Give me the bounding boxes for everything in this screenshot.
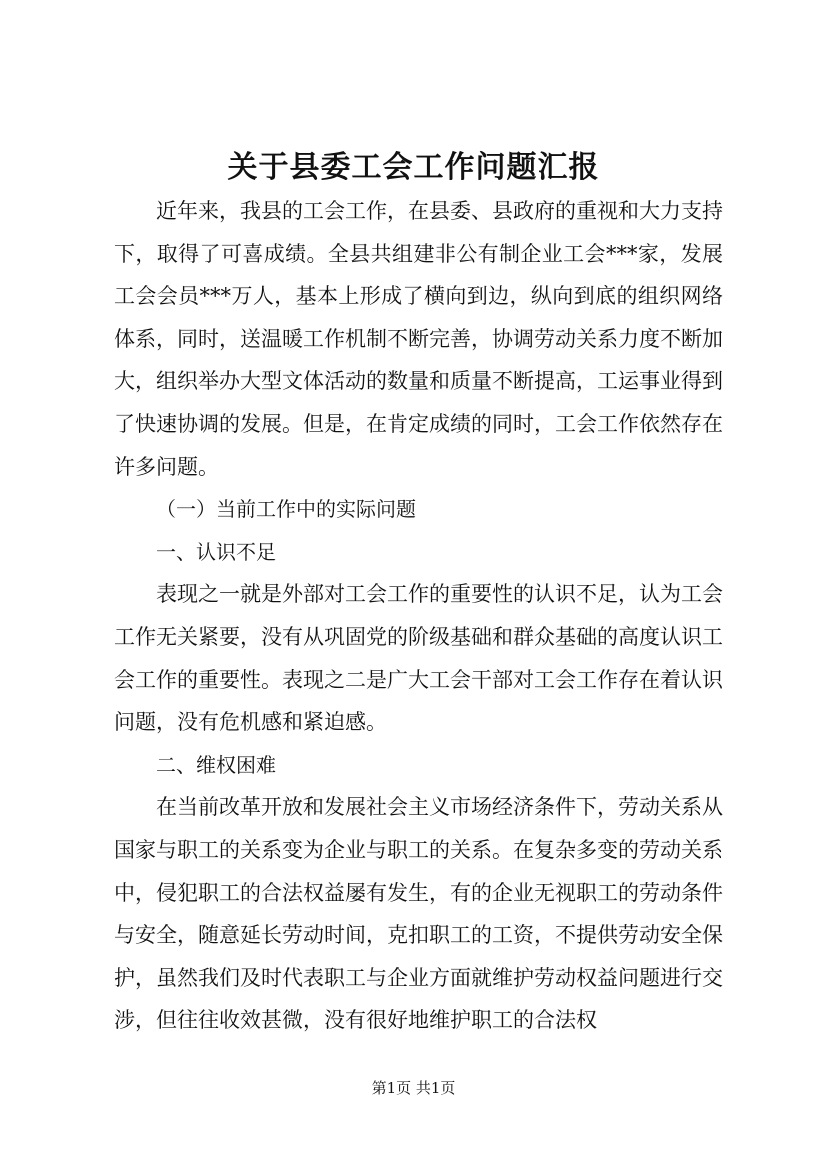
page-footer: 第1页 共1页	[371, 1079, 456, 1097]
document-title: 关于县委工会工作问题汇报	[227, 150, 600, 185]
paragraph-rights-protection: 在当前改革开放和发展社会主义市场经济条件下，劳动关系从国家与职工的关系变为企业与职工的关系。在复杂多变的劳动关系中，侵犯职工的合法权益屡有发生，有的企业无视职工的劳动条件与安全，随意延长劳动时间，克扣职工的工资，不提供劳动安全保护，虽然我们及时代表职工与企业方面就维护劳动权益问题进行交涉，但往往收效甚微，没有很好地维护职工的合法权	[114, 795, 723, 1033]
subheading-rights-protection-difficulty: 二、维权困难	[156, 752, 276, 777]
paragraph-understanding: 表现之一就是外部对工会工作的重要性的认识不足，认为工会工作无关紧要，没有从巩固党的阶级基础和群众基础的高度认识工会工作的重要性。表现之二是广大工会干部对工会工作存在着认识问题，没有危机感和紧迫感。	[114, 582, 723, 735]
document-body	[114, 190, 723, 1042]
subheading-insufficient-understanding: 一、认识不足	[156, 539, 276, 564]
intro-paragraph: 近年来，我县的工会工作，在县委、县政府的重视和大力支持下，取得了可喜成绩。全县共组建非公有制企业工会***家，发展工会会员***万人，基本上形成了横向到边，纵向到底的组织网络体系，同时，送温暖工作机制不断完善，协调劳动关系力度不断加大，组织举办大型文体活动的数量和质量不断提高，工运事业得到了快速协调的发展。但是，在肯定成绩的同时，工会工作依然存在许多问题。	[114, 199, 723, 479]
section-heading-current-problems: （一）当前工作中的实际问题	[156, 497, 416, 522]
